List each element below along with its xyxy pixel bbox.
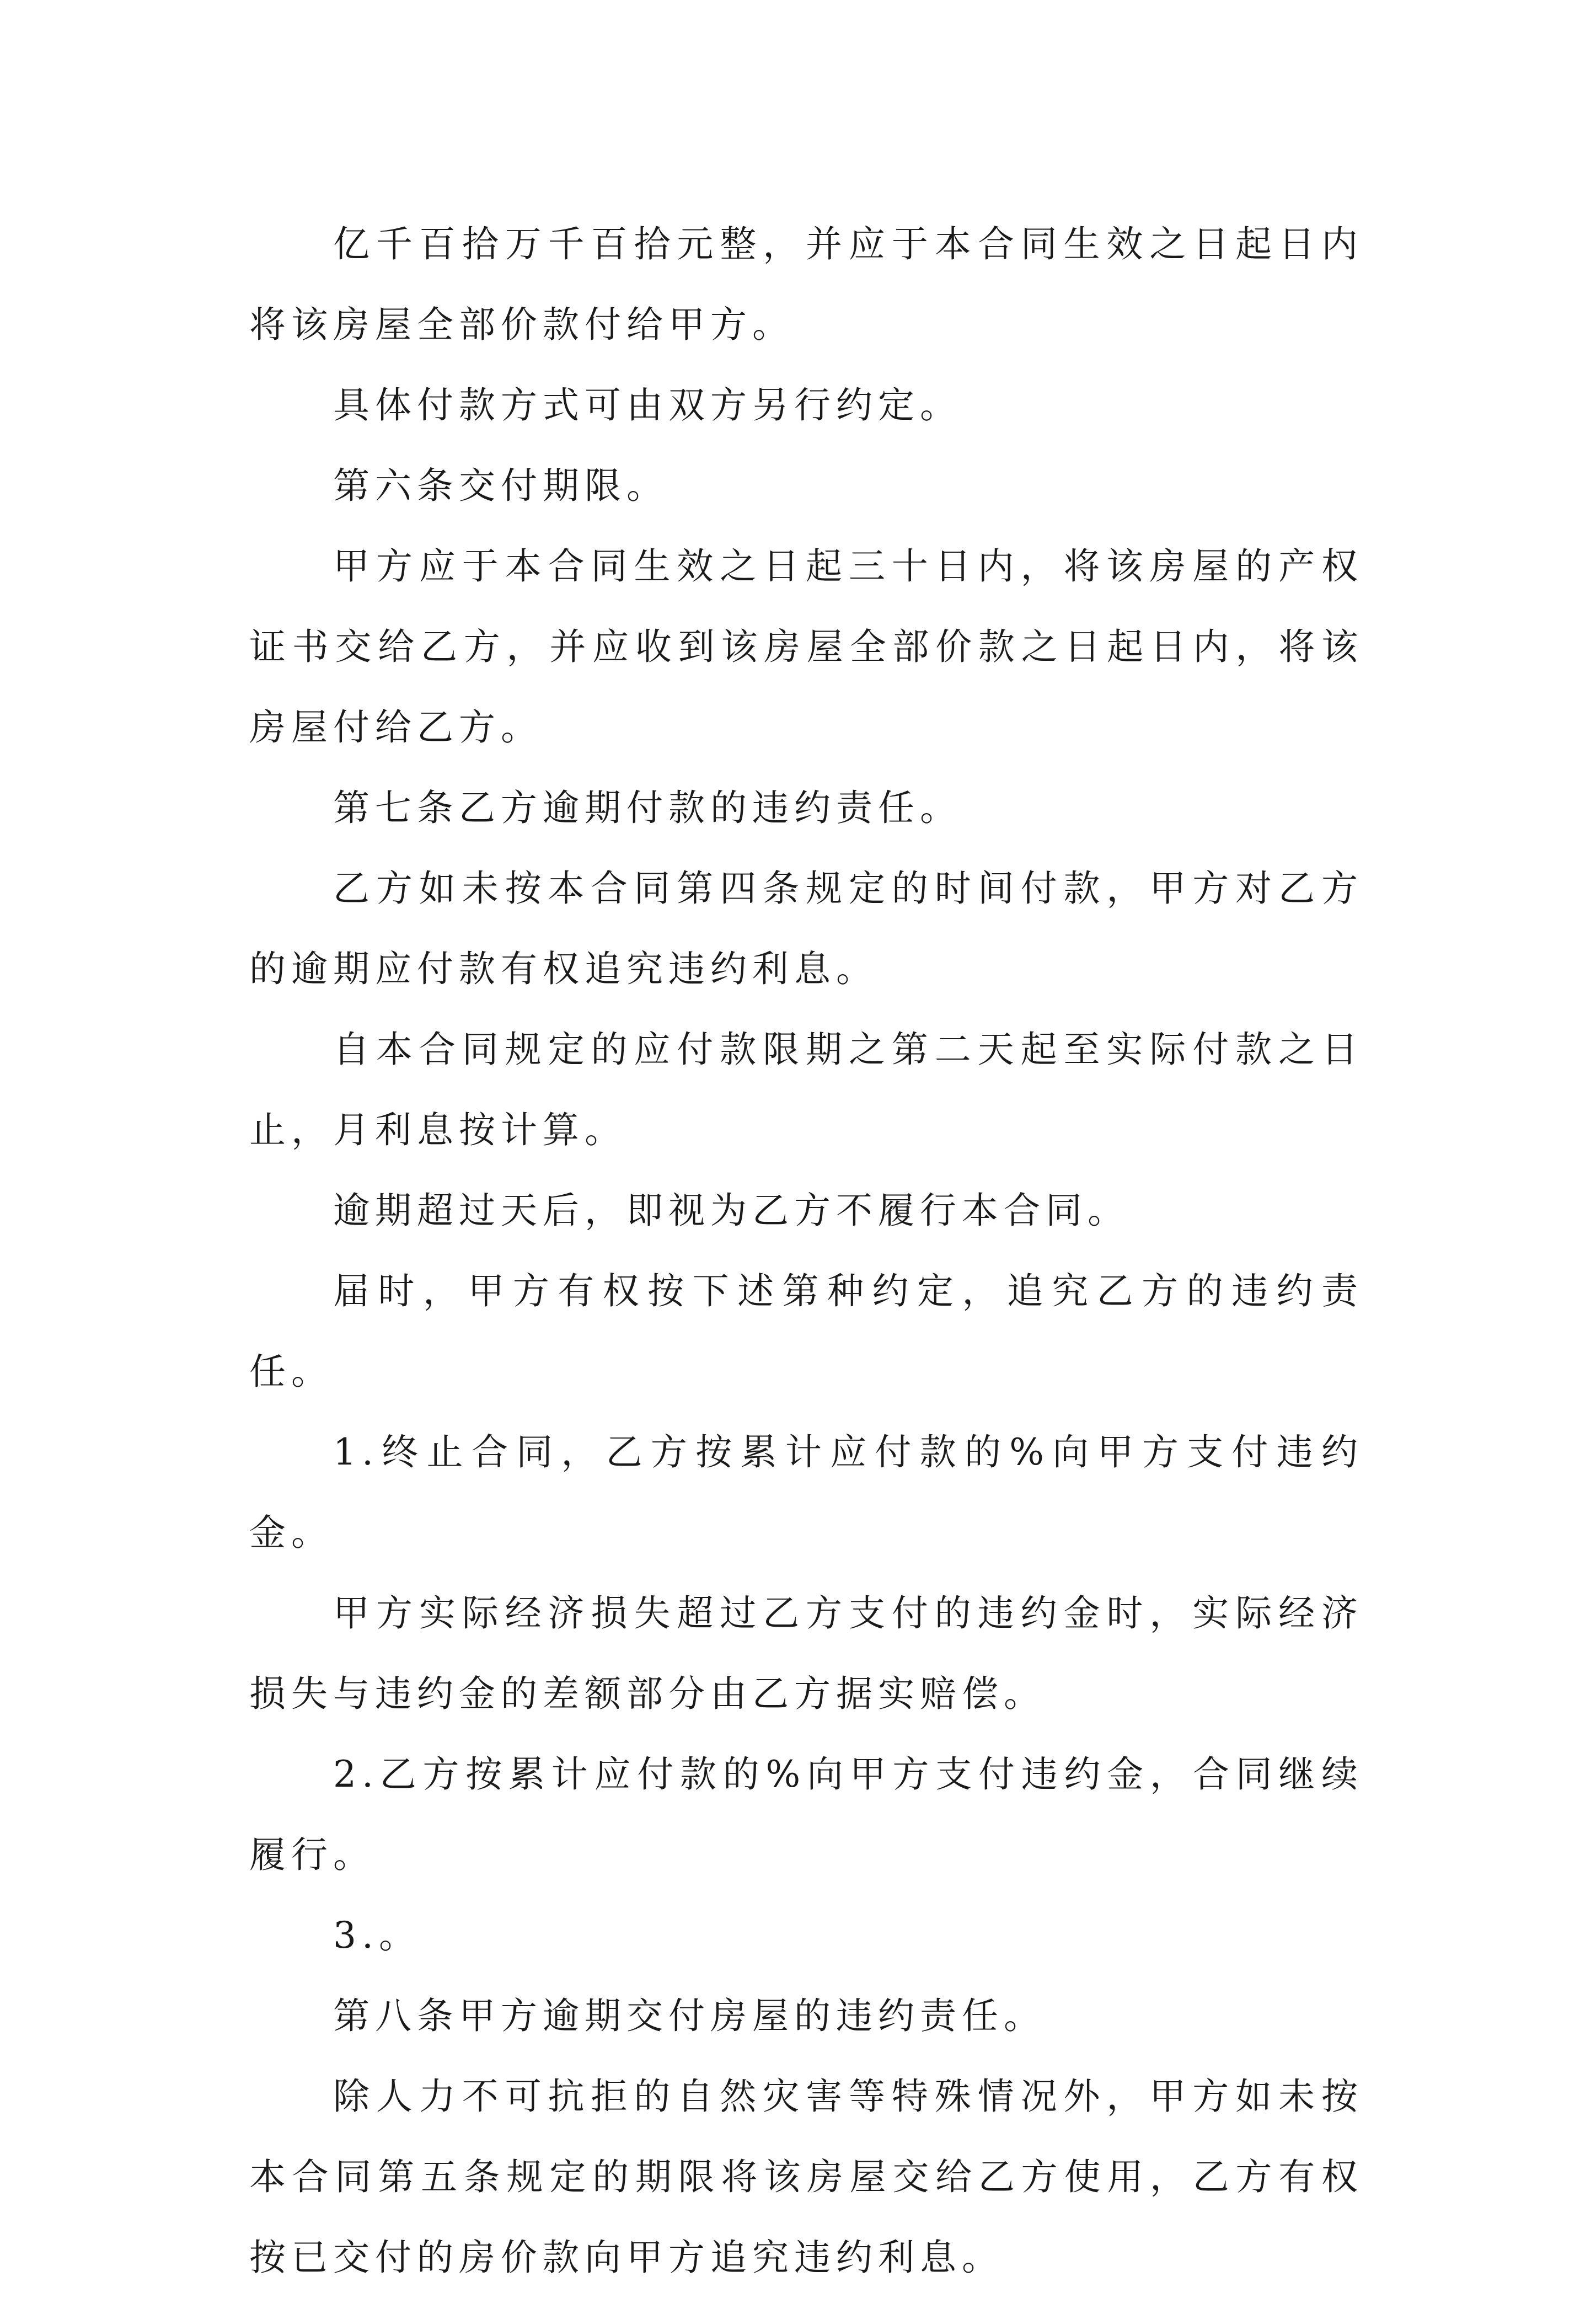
- paragraph: 甲方实际经济损失超过乙方支付的违约金时，实际经济损失与违约金的差额部分由乙方据实赔偿。: [249, 1592, 1363, 1715]
- paragraph: 具体付款方式可由双方另行约定。: [333, 384, 962, 426]
- paragraph: 亿千百拾万千百拾元整，并应于本合同生效之日起日内将该房屋全部价款付给甲方。: [249, 223, 1363, 346]
- paragraph: 乙方如未按本合同第四条规定的时间付款，甲方对乙方的逾期应付款有权追究违约利息。: [249, 867, 1363, 990]
- paragraph: 届时，甲方有权按下述第种约定，追究乙方的违约责任。: [249, 1270, 1363, 1393]
- paragraph: 甲方应于本合同生效之日起三十日内，将该房屋的产权证书交给乙方，并应收到该房屋全部价款之日起日内，将该房屋付给乙方。: [249, 545, 1363, 749]
- paragraph: 第六条交付期限。: [333, 464, 668, 507]
- paragraph: 逾期超过天后，即视为乙方不履行本合同。: [333, 1189, 1129, 1232]
- paragraph: 3.。: [333, 1914, 421, 1957]
- paragraph: 第七条乙方逾期付款的违约责任。: [333, 787, 962, 829]
- paragraph: 除人力不可抗拒的自然灾害等特殊情况外，甲方如未按本合同第五条规定的期限将该房屋交给乙方使用，乙方有权按已交付的房价款向甲方追究违约利息。: [249, 2075, 1363, 2279]
- document-body: [249, 204, 1363, 2298]
- paragraph: 2.乙方按累计应付款的%向甲方支付违约金，合同继续履行。: [249, 1753, 1363, 1876]
- paragraph: 自本合同规定的应付款限期之第二天起至实际付款之日止，月利息按计算。: [249, 1028, 1363, 1151]
- paragraph: 1.终止合同，乙方按累计应付款的%向甲方支付违约金。: [249, 1431, 1363, 1554]
- paragraph: 第八条甲方逾期交付房屋的违约责任。: [333, 1995, 1046, 2037]
